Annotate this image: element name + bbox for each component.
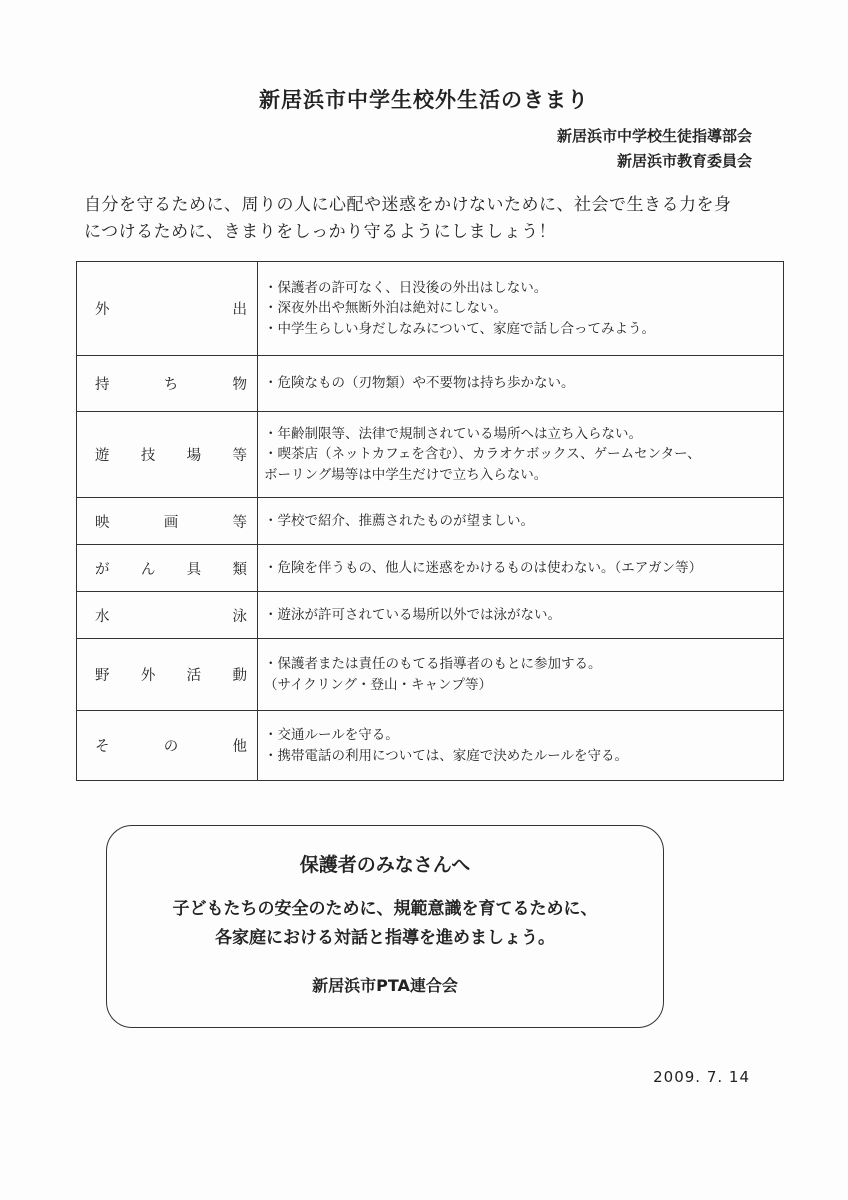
rule-item: ・中学生らしい身だしなみについて、家庭で話し合ってみよう。: [264, 320, 655, 337]
category-char: 外: [95, 302, 110, 318]
rule-category: [77, 711, 258, 781]
category-char: 活: [186, 668, 202, 684]
category-char: 動: [232, 668, 247, 684]
rule-items: [258, 412, 784, 498]
box-message-line: 子どもたちの安全のために、規範意識を育てるために、: [172, 899, 598, 919]
rule-item: ・危険を伴うもの、他人に迷惑をかけるものは使わない。（エアガン等）: [264, 559, 703, 576]
rule-item: ・年齢制限等、法律で規制されている場所へは立ち入らない。: [264, 425, 642, 442]
category-char: の: [163, 739, 179, 755]
table-row: [77, 639, 784, 711]
category-char: 等: [232, 448, 247, 464]
rule-item: ・保護者の許可なく、日没後の外出はしない。: [264, 279, 548, 296]
rule-items: [258, 498, 784, 545]
issuer-line: 新居浜市中学校生徒指導部会: [556, 127, 752, 145]
box-signature: 新居浜市PTA連合会: [312, 976, 458, 995]
intro-line: につけるために、きまりをしっかり守るようにしましょう！: [84, 222, 557, 242]
table-row: [77, 356, 784, 412]
rule-category: [77, 592, 258, 639]
rule-category: [77, 545, 258, 592]
rule-items: [258, 639, 784, 711]
intro-text: [84, 192, 774, 246]
rule-item: ・遊泳が許可されている場所以外では泳がない。: [264, 606, 561, 623]
category-char: 具: [186, 561, 202, 578]
rule-items: [258, 262, 784, 356]
rule-category: [77, 412, 258, 498]
issuers: [557, 124, 752, 174]
rule-category: [77, 262, 258, 356]
category-char: が: [95, 561, 110, 578]
rule-item: ・喫茶店（ネットカフェを含む）、カラオケボックス、ゲームセンター、: [264, 446, 701, 463]
rule-items: [258, 592, 784, 639]
rule-item: ・危険なもの（刃物類）や不要物は持ち歩かない。: [264, 375, 575, 392]
rule-item: ・学校で紹介、推薦されたものが望ましい。: [264, 512, 534, 529]
rules-table: [76, 261, 784, 781]
rule-items: [258, 356, 784, 412]
rule-item: （サイクリング・登山・キャンプ等）: [264, 676, 493, 693]
box-heading: 保護者のみなさんへ: [299, 854, 471, 876]
rule-item: ・保護者または責任のもてる指導者のもとに参加する。: [264, 656, 602, 672]
category-char: 泳: [232, 608, 247, 625]
category-char: 遊: [95, 448, 110, 464]
rule-items: [258, 545, 784, 592]
category-char: そ: [95, 739, 110, 755]
category-char: 持: [95, 377, 110, 393]
category-char: 類: [232, 561, 247, 578]
table-row: [77, 262, 784, 356]
document-date: 2009. 7. 14: [653, 1068, 750, 1086]
rule-item: ・交通ルールを守る。: [264, 727, 399, 743]
category-char: 映: [95, 514, 110, 531]
category-char: 画: [163, 514, 179, 531]
intro-line: 自分を守るために、周りの人に心配や迷惑をかけないために、社会で生きる力を身: [84, 195, 732, 215]
category-char: 等: [232, 514, 247, 531]
category-char: 野: [95, 668, 110, 684]
category-char: 外: [140, 668, 156, 684]
parents-message-box: [106, 825, 664, 1028]
category-char: ん: [140, 561, 156, 578]
table-row: [77, 545, 784, 592]
box-message: [107, 895, 663, 953]
category-char: 出: [232, 302, 247, 318]
box-message-line: 各家庭における対話と指導を進めましょう。: [215, 928, 555, 948]
issuer-line: 新居浜市教育委員会: [616, 152, 752, 170]
rule-category: [77, 356, 258, 412]
rule-category: [77, 498, 258, 545]
rule-items: [258, 711, 784, 781]
rule-category: [77, 639, 258, 711]
category-char: 場: [186, 448, 202, 464]
page-title: 新居浜市中学生校外生活のきまり: [259, 88, 589, 112]
category-char: ち: [163, 377, 179, 393]
rule-item: ・携帯電話の利用については、家庭で決めたルールを守る。: [264, 747, 628, 764]
rule-item: ボーリング場等は中学生だけで立ち入らない。: [264, 466, 548, 483]
category-char: 水: [95, 608, 110, 625]
table-row: [77, 412, 784, 498]
table-row: [77, 711, 784, 781]
table-row: [77, 592, 784, 639]
category-char: 他: [232, 739, 247, 755]
category-char: 物: [232, 377, 247, 393]
rule-item: ・深夜外出や無断外泊は絶対にしない。: [264, 300, 507, 317]
category-char: 技: [140, 448, 156, 464]
table-row: [77, 498, 784, 545]
